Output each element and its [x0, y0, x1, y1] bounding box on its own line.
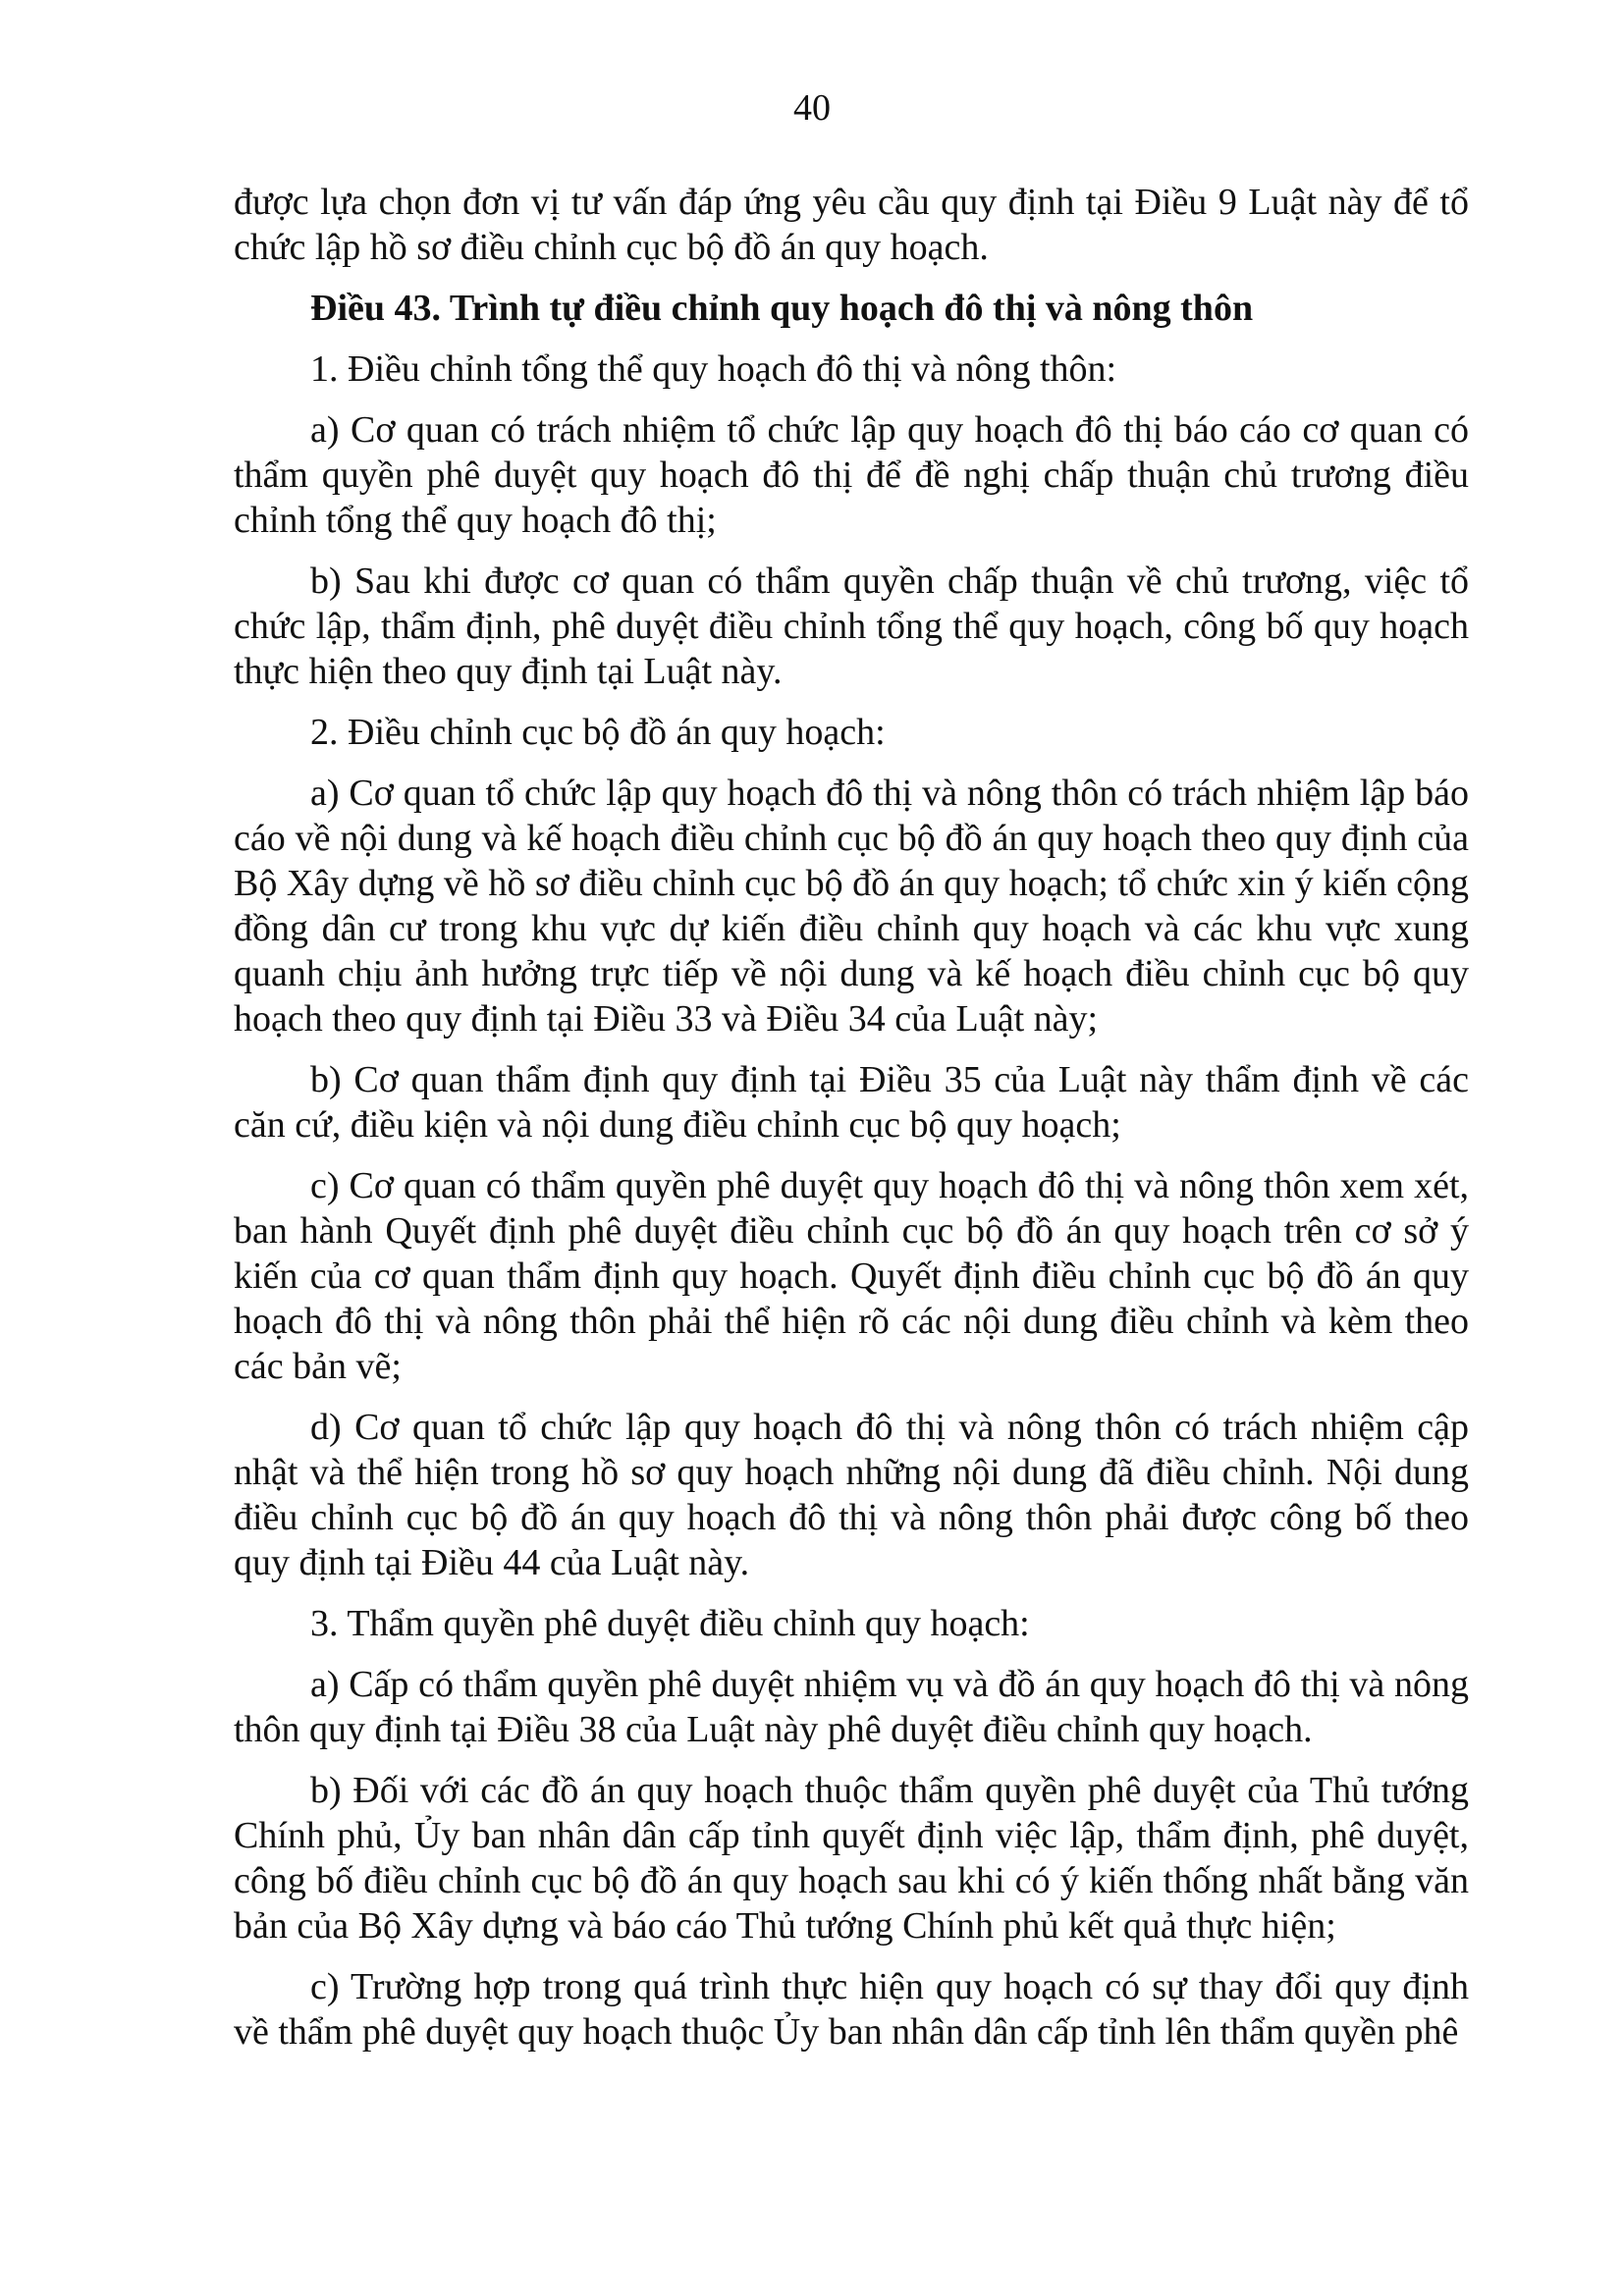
clause-2-point-a: a) Cơ quan tổ chức lập quy hoạch đô thị và nông thôn có trách nhiệm lập báo cáo về nội dung và kế hoạch điều chỉnh cục bộ đồ án quy hoạch theo quy định của Bộ Xây dựng về hồ sơ điều chỉnh cục bộ đồ án quy hoạch; tổ chức xin ý kiến cộng đồng dân cư trong khu vực dự kiến điều chỉnh quy hoạch và các khu vực xung quanh chịu ảnh hưởng trực tiếp về nội dung và kế hoạch điều chỉnh cục bộ quy hoạch theo quy định tại Điều 33 và Điều 34 của Luật này;: [234, 773, 1469, 1040]
clause-1-point-a: a) Cơ quan có trách nhiệm tổ chức lập quy hoạch đô thị báo cáo cơ quan có thẩm quyền phê duyệt quy hoạch đô thị để đề nghị chấp thuận chủ trương điều chỉnh tổng thể quy hoạch đô thị;: [234, 409, 1469, 541]
clause-3-point-c: c) Trường hợp trong quá trình thực hiện quy hoạch có sự thay đổi quy định về thẩm phê duyệt quy hoạch thuộc Ủy ban nhân dân cấp tỉnh lên thẩm quyền phê: [234, 1966, 1469, 2053]
document-body: [234, 180, 1469, 2070]
clause-1-point-b: b) Sau khi được cơ quan có thẩm quyền chấp thuận về chủ trương, việc tổ chức lập, thẩm định, phê duyệt điều chỉnh tổng thể quy hoạch, công bố quy hoạch thực hiện theo quy định tại Luật này.: [234, 561, 1469, 692]
clause-2-point-d: d) Cơ quan tổ chức lập quy hoạch đô thị và nông thôn có trách nhiệm cập nhật và thể hiện trong hồ sơ quy hoạch những nội dung đã điều chỉnh. Nội dung điều chỉnh cục bộ đồ án quy hoạch đô thị và nông thôn phải được công bố theo quy định tại Điều 44 của Luật này.: [234, 1407, 1469, 1583]
article-heading: Điều 43. Trình tự điều chỉnh quy hoạch đô thị và nông thôn: [310, 288, 1254, 329]
clause-3: 3. Thẩm quyền phê duyệt điều chỉnh quy hoạch:: [310, 1603, 1030, 1644]
clause-2: 2. Điều chỉnh cục bộ đồ án quy hoạch:: [310, 712, 886, 753]
clause-2-point-b: b) Cơ quan thẩm định quy định tại Điều 35 của Luật này thẩm định về các căn cứ, điều kiện và nội dung điều chỉnh cục bộ quy hoạch;: [234, 1059, 1469, 1146]
clause-3-point-b: b) Đối với các đồ án quy hoạch thuộc thẩm quyền phê duyệt của Thủ tướng Chính phủ, Ủy ban nhân dân cấp tỉnh quyết định việc lập, thẩm định, phê duyệt, công bố điều chỉnh cục bộ đồ án quy hoạch sau khi có ý kiến thống nhất bằng văn bản của Bộ Xây dựng và báo cáo Thủ tướng Chính phủ kết quả thực hiện;: [234, 1770, 1469, 1947]
clause-1: 1. Điều chỉnh tổng thể quy hoạch đô thị và nông thôn:: [310, 348, 1117, 390]
clause-3-point-a: a) Cấp có thẩm quyền phê duyệt nhiệm vụ và đồ án quy hoạch đô thị và nông thôn quy định tại Điều 38 của Luật này phê duyệt điều chỉnh quy hoạch.: [234, 1664, 1469, 1750]
page-number: 40: [793, 87, 831, 129]
paragraph-continuation: được lựa chọn đơn vị tư vấn đáp ứng yêu cầu quy định tại Điều 9 Luật này để tổ chức lập hồ sơ điều chỉnh cục bộ đồ án quy hoạch.: [234, 182, 1469, 268]
clause-2-point-c: c) Cơ quan có thẩm quyền phê duyệt quy hoạch đô thị và nông thôn xem xét, ban hành Quyết định phê duyệt điều chỉnh cục bộ đồ án quy hoạch trên cơ sở ý kiến của cơ quan thẩm định quy hoạch. Quyết định điều chỉnh cục bộ đồ án quy hoạch đô thị và nông thôn phải thể hiện rõ các nội dung điều chỉnh và kèm theo các bản vẽ;: [234, 1165, 1469, 1387]
